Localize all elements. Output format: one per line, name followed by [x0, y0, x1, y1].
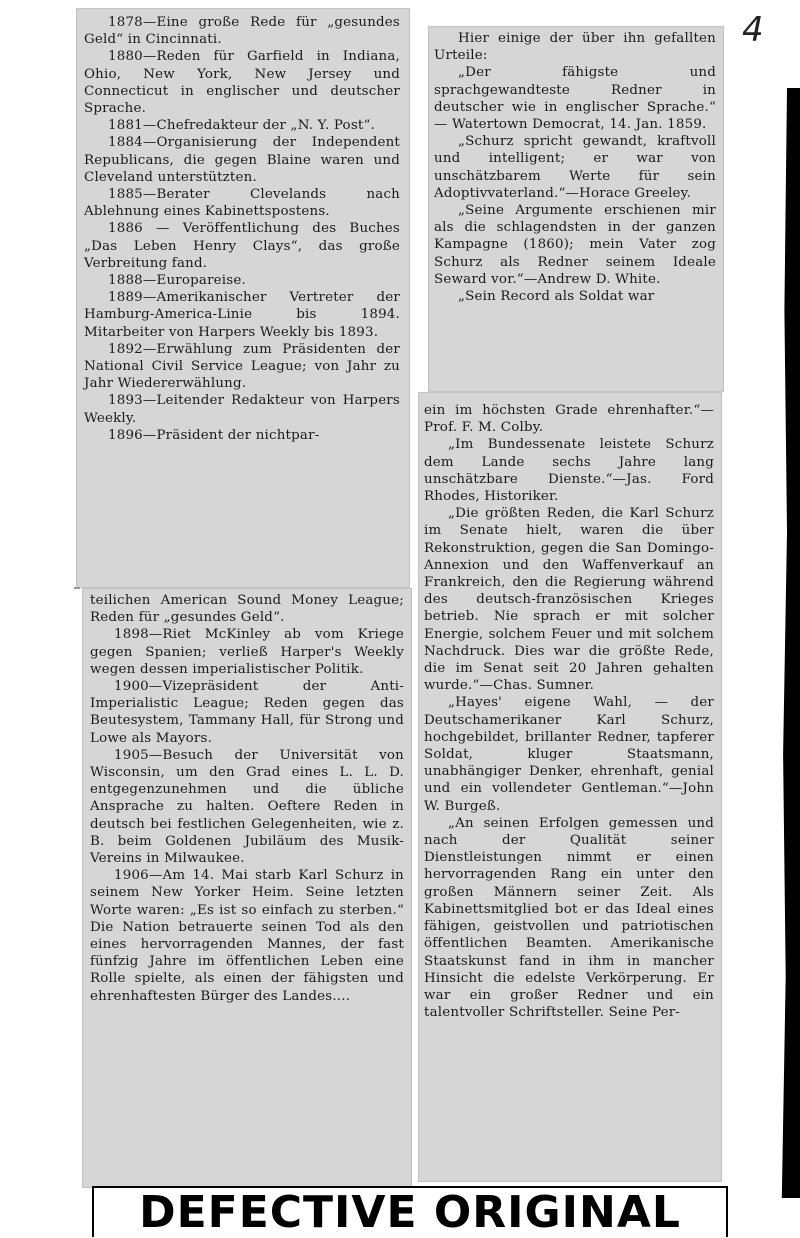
entry-1900: 1900—Vizepräsident der Anti-Imperialistic League; Reden gegen das Beutesystem, Tammany Hall, für Strong und Lowe als Mayors. — [90, 679, 404, 746]
quote-greeley: „Schurz spricht gewandt, kraftvoll und intelligent; er war von unschätzbarem Werte für sein Adoptivvaterland.“—Horace Greeley. — [434, 134, 716, 201]
entry-1893: 1893—Leitender Redakteur von Harpers Weekly. — [84, 393, 400, 426]
scan-edge-shadow — [774, 88, 800, 1198]
quote-white: „Seine Argumente erschienen mir als die schlagendsten in der ganzen Kampagne (1860); mein Vater zog Schurz als Redner seinem Ideale Seward vor.“—Andrew D. White. — [434, 203, 716, 287]
entry-1884: 1884—Organisierung der Independent Republicans, die gegen Blaine waren und Cleveland unterstützten. — [84, 135, 400, 185]
clipping-right-top — [428, 26, 724, 392]
entry-1892: 1892—Erwählung zum Präsidenten der National Civil Service League; von Jahr zu Jahr Wiedererwählung. — [84, 341, 400, 392]
entry-1896-continued: teilichen American Sound Money League; Reden für „gesundes Geld“. — [90, 593, 404, 626]
entry-1888: 1888—Europareise. — [108, 273, 246, 289]
entry-1881: 1881—Chefredakteur der „N. Y. Post“. — [108, 118, 375, 134]
entry-1889: 1889—Amerikanischer Vertreter der Hamburg-America-Linie bis 1894. Mitarbeiter von Harpers Weekly bis 1893. — [84, 290, 400, 340]
defective-original-banner: DEFECTIVE ORIGINAL — [92, 1186, 728, 1237]
clipping-left-top — [76, 8, 410, 588]
entry-1898: 1898—Riet McKinley ab vom Kriege gegen Spanien; verließ Harper's Weekly wegen dessen imperialistischer Politik. — [90, 627, 404, 677]
entry-1896: 1896—Präsident der nichtpar- — [108, 427, 320, 443]
quotes-intro: Hier einige der über ihn gefallten Urteile: — [434, 31, 716, 64]
entry-1878: 1878—Eine große Rede für „gesundes Geld“ in Cincinnati. — [84, 15, 400, 48]
clipping-seam — [74, 587, 80, 589]
quote-burgess: „Hayes' eigene Wahl, — der Deutschamerikaner Karl Schurz, hochgebildet, brillanter Redner, tapferer Soldat, kluger Staatsmann, unabhängiger Denker, ehrenhaft, genial und ein vollendeter Gentleman.“—John W. Burgeß. — [424, 695, 714, 814]
quote-assessment: „An seinen Erfolgen gemessen und nach der Qualität seiner Dienstleistungen nimmt er einen hervorragenden Rang ein unter den großen Männern seiner Zeit. Als Kabinettsmitglied bot er das Ideal eines fähigen, geistvollen und patriotischen öffentlichen Beamten. Amerikanische Staatskunst fand in ihm in mancher Hinsicht die edelste Verkörperung. Er war ein großer Redner und ein talentvoller Schriftsteller. Seine Per- — [424, 815, 714, 1021]
quote-colby-start: „Sein Record als Soldat war — [458, 289, 655, 305]
clipping-right-bottom — [418, 392, 722, 1182]
quote-rhodes: „Im Bundessenate leistete Schurz dem Lande sechs Jahre lang unschätzbare Dienste.“—Jas. Ford Rhodes, Historiker. — [424, 437, 714, 505]
page-number: 4 — [742, 10, 764, 50]
entry-1906: 1906—Am 14. Mai starb Karl Schurz in seinem New Yorker Heim. Seine letzten Worte waren: „Es ist so einfach zu sterben.“ Die Nation betrauerte seinen Tod als den eines hervorragenden Mannes, der fast fünfzig Jahre im öffentlichen Leben eine Rolle spielte, als einen der fähigsten und ehrenhaftesten Bürger des Landes.... — [90, 868, 404, 1004]
entry-1880: 1880—Reden für Garfield in Indiana, Ohio, New York, New Jersey und Connecticut in englischer und deutscher Sprache. — [84, 49, 400, 117]
quote-sumner: „Die größten Reden, die Karl Schurz im Senate hielt, waren die über Rekonstruktion, gegen die San Domingo-Annexion und den Waffenverkauf an Frankreich, den die Regierung während des deutsch-französischen Krieges betrieb. Nie sprach er mit solcher Energie, solchem Feuer und mit solchem Nachdruck. Dies war die größte Rede, die im Senat seit 20 Jahren gehalten wurde.“—Chas. Sumner. — [424, 506, 714, 694]
entry-1905: 1905—Besuch der Universität von Wisconsin, um den Grad eines L. L. D. entgegenzunehmen und die übliche Ansprache zu halten. Oeftere Reden in deutsch bei festlichen Gelegenheiten, wie z. B. beim Goldenen Jubiläum des Musik-Vereins in Milwaukee. — [90, 747, 404, 867]
entry-1885: 1885—Berater Clevelands nach Ablehnung eines Kabinettspostens. — [84, 187, 400, 220]
entry-1886: 1886 — Veröffentlichung des Buches „Das Leben Henry Clays“, das große Verbreitung fand. — [84, 221, 400, 271]
clipping-left-bottom — [82, 588, 412, 1188]
quote-colby-end: ein im höchsten Grade ehrenhafter.“—Prof. F. M. Colby. — [424, 403, 714, 436]
quote-watertown: „Der fähigste und sprachgewandteste Redner in deutscher wie in englischer Sprache.“ — Watertown Democrat, 14. Jan. 1859. — [434, 65, 716, 133]
